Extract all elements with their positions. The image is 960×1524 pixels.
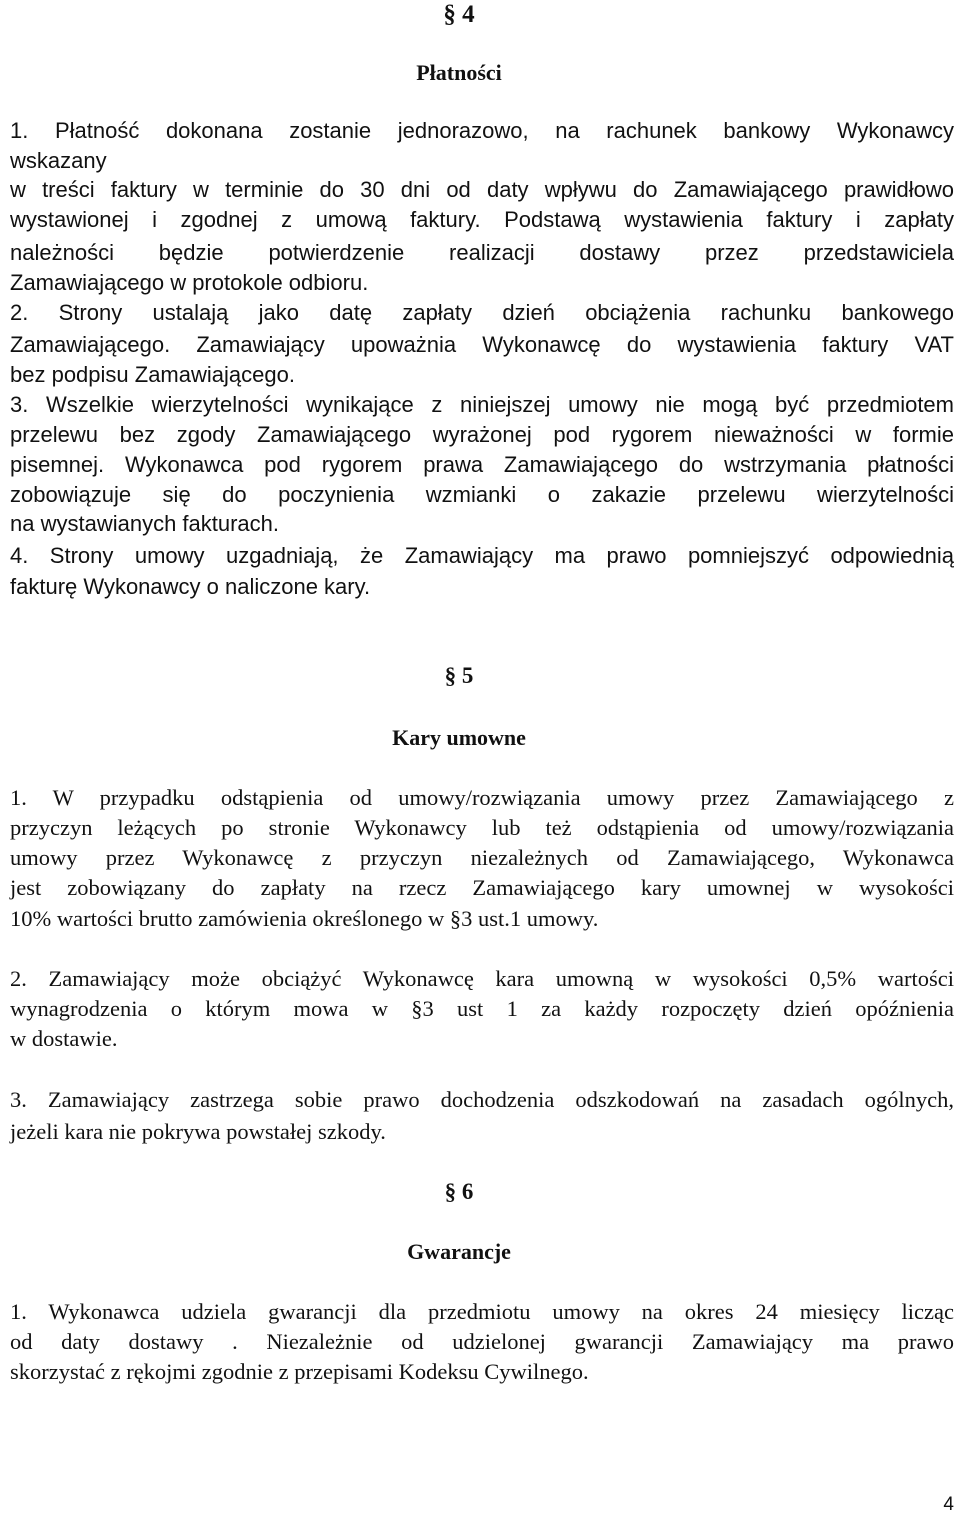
section-4-line: Zamawiającego. Zamawiający upoważnia Wykonawcę do wystawienia faktury VAT	[10, 332, 954, 357]
section-4-line: na wystawianych fakturach.	[10, 511, 280, 536]
section-5-line: wynagrodzenia o którym mowa w §3 ust 1 za każdy rozpoczęty dzień opóźnienia	[10, 996, 954, 1021]
section-4-line: 2. Strony ustalają jako datę zapłaty dzień obciążenia rachunku bankowego	[10, 300, 954, 325]
section-4-line: należności będzie potwierdzenie realizacji dostawy przez przedstawiciela	[10, 240, 954, 265]
section-5-line: 1. W przypadku odstąpienia od umowy/rozwiązania umowy przez Zamawiającego z	[10, 785, 954, 810]
section-6-line: 1. Wykonawca udziela gwarancji dla przedmiotu umowy na okres 24 miesięcy licząc	[10, 1299, 954, 1324]
section-6-number: § 6	[444, 1179, 474, 1204]
section-4-line: bez podpisu Zamawiającego.	[10, 362, 295, 387]
section-4-line: 3. Wszelkie wierzytelności wynikające z niniejszej umowy nie mogą być przedmiotem	[10, 392, 954, 417]
section-5-line: jest zobowiązany do zapłaty na rzecz Zamawiającego kary umownej w wysokości	[10, 875, 954, 900]
section-4-line: zobowiązuje się do poczynienia wzmianki o zakazie przelewu wierzytelności	[10, 482, 954, 507]
section-4-title: Płatności	[416, 60, 502, 85]
section-4-line: fakturę Wykonawcy o naliczone kary.	[10, 574, 371, 599]
section-4-line: pisemnej. Wykonawca pod rygorem prawa Zamawiającego do wstrzymania płatności	[10, 452, 954, 477]
section-5-number: § 5	[444, 663, 474, 688]
section-4-line: 1. Płatność dokonana zostanie jednorazowo, na rachunek bankowy Wykonawcy	[10, 118, 954, 143]
section-5-line: 3. Zamawiający zastrzega sobie prawo dochodzenia odszkodowań na zasadach ogólnych,	[10, 1087, 954, 1112]
section-6-line: skorzystać z rękojmi zgodnie z przepisami Kodeksu Cywilnego.	[10, 1359, 589, 1384]
section-5-title: Kary umowne	[392, 725, 526, 750]
page-number: 4	[943, 1494, 954, 1515]
section-4-line: wskazany	[10, 148, 107, 173]
section-4-line: wystawionej i zgodnej z umową faktury. Podstawą wystawienia faktury i zapłaty	[10, 207, 954, 232]
section-5-line: przyczyn leżących po stronie Wykonawcy lub też odstąpienia od umowy/rozwiązania	[10, 815, 954, 840]
section-6-line: od daty dostawy . Niezależnie od udzielonej gwarancji Zamawiający ma prawo	[10, 1329, 954, 1354]
section-4-line: 4. Strony umowy uzgadniają, że Zamawiający ma prawo pomniejszyć odpowiednią	[10, 543, 954, 568]
section-5-line: umowy przez Wykonawcę z przyczyn niezależnych od Zamawiającego, Wykonawca	[10, 845, 954, 870]
section-6-title: Gwarancje	[407, 1239, 511, 1264]
section-4-line: przelewu bez zgody Zamawiającego wyrażonej pod rygorem nieważności w formie	[10, 422, 954, 447]
section-4-line: w treści faktury w terminie do 30 dni od daty wpływu do Zamawiającego prawidłowo	[10, 177, 954, 202]
section-5-line: w dostawie.	[10, 1026, 118, 1051]
section-5-line: 2. Zamawiający może obciążyć Wykonawcę kara umowną w wysokości 0,5% wartości	[10, 966, 954, 991]
section-5-line: jeżeli kara nie pokrywa powstałej szkody.	[10, 1119, 386, 1144]
section-4-line: Zamawiającego w protokole odbioru.	[10, 270, 369, 295]
section-5-line: 10% wartości brutto zamówienia określonego w §3 ust.1 umowy.	[10, 906, 599, 931]
section-4-number: § 4	[443, 1, 475, 28]
